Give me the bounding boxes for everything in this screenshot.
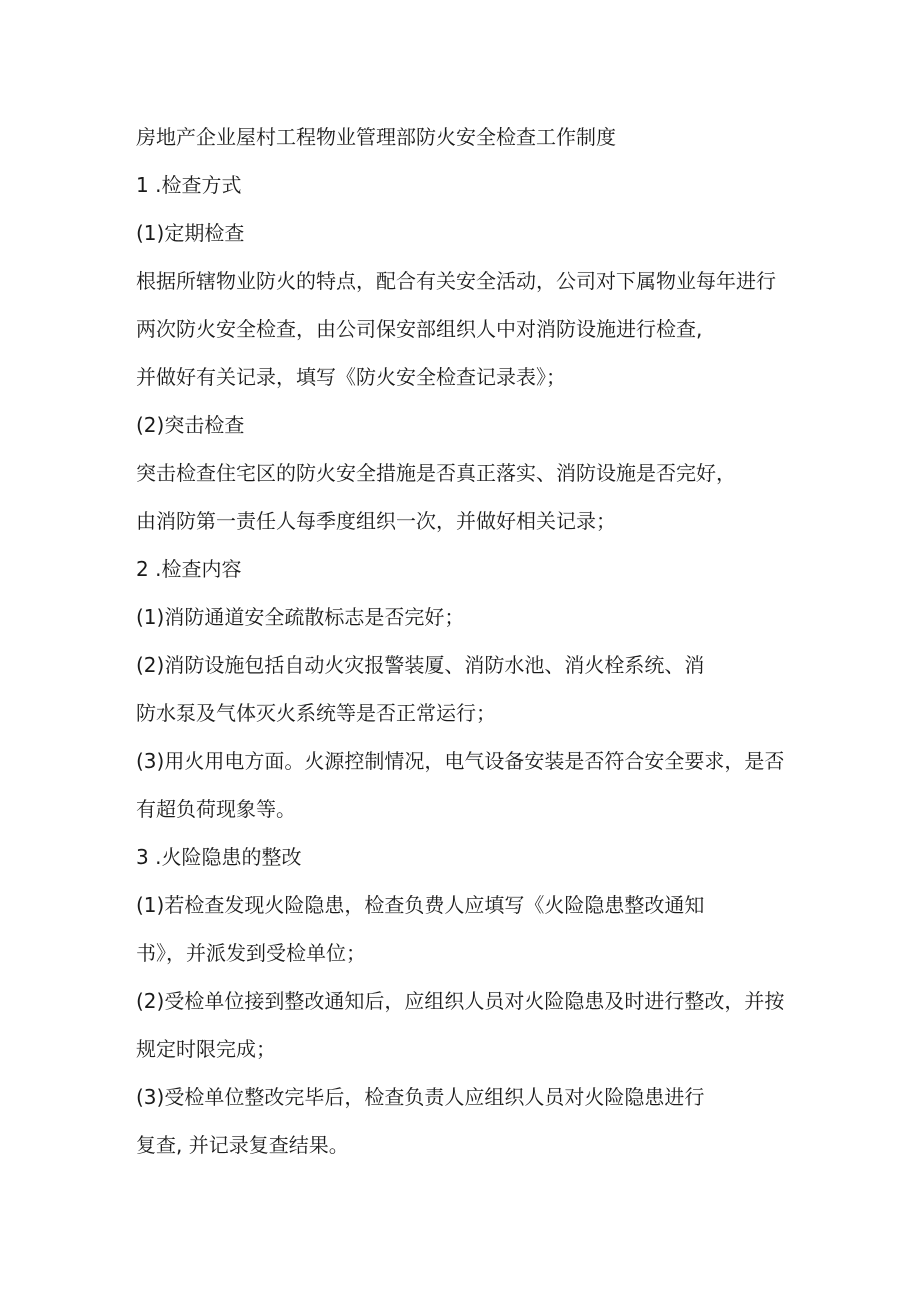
paragraph-line: 并做好有关记录，填写《防火安全检查记录表》； — [136, 365, 566, 389]
list-item-continuation: 复查, 并记录复查结果。 — [136, 1133, 349, 1157]
list-item-continuation: 有超负荷现象等。 — [136, 797, 296, 821]
paragraph-line: 突击检查住宅区的防火安全措施是否真正落实、消防设施是否完好， — [136, 461, 736, 485]
section-heading-inspection-content: 2 .检查内容 — [136, 557, 242, 581]
section-heading-hazard-rectification: 3 .火险隐患的整改 — [136, 845, 302, 869]
list-item-continuation: 书》，并派发到受检单位； — [136, 941, 366, 965]
section-heading-inspection-method: 1 .检查方式 — [136, 173, 242, 197]
list-item: (2)消防设施包括自动火灾报警装厦、消防水池、消火栓系统、消 — [136, 653, 705, 677]
list-item: (3)受检单位整改完毕后，检查负责人应组织人员对火险隐患进行 — [136, 1085, 705, 1109]
list-item: (1)若检查发现火险隐患，检查负费人应填写《火险隐患整改通知 — [136, 893, 705, 917]
paragraph-line: 两次防火安全检查，由公司保安部组织人中对消防设施进行检查, — [136, 317, 703, 341]
subheading-surprise-inspection: (2)突击检查 — [136, 413, 245, 437]
list-item-continuation: 规定时限完成； — [136, 1037, 276, 1061]
paragraph-line: 由消防第一责任人每季度组织一次，并做好相关记录； — [136, 509, 616, 533]
list-item-continuation: 防水泵及气体灭火系统等是否正常运行； — [136, 701, 496, 725]
list-item: (2)受检单位接到整改通知后，应组织人员对火险隐患及时进行整改，并按 — [136, 989, 785, 1013]
subheading-regular-inspection: (1)定期检查 — [136, 221, 245, 245]
list-item: (1)消防通道安全疏散标志是否完好； — [136, 605, 465, 629]
paragraph-line: 根据所辖物业防火的特点，配合有关安全活动，公司对下属物业每年进行 — [136, 269, 776, 293]
document-title: 房地产企业屋村工程物业管理部防火安全检查工作制度 — [136, 125, 616, 149]
list-item: (3)用火用电方面。火源控制情况，电气设备安装是否符合安全要求，是否 — [136, 749, 785, 773]
